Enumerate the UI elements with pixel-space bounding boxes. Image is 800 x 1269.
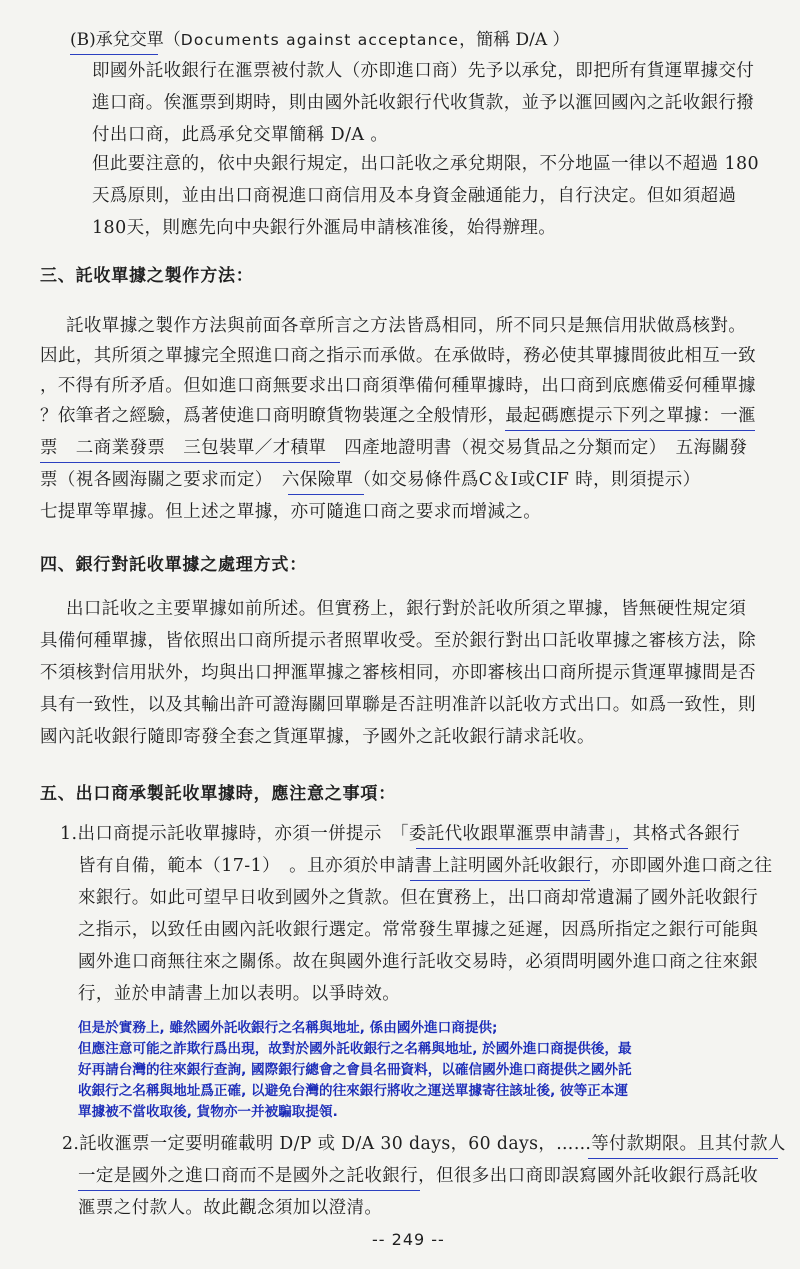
section-5-item-1-line: 之指示，以致任由國內託收銀行選定。常常發生單據之延遲，因爲所指定之銀行可能與 <box>78 920 759 940</box>
fraud-warning-note-line: 好再請台灣的往來銀行查詢, 國際銀行總會之會員名冊資料，以確信國外進口商提供之國外託 <box>78 1062 632 1078</box>
section-5-item-1-line: 皆有自備，範本（17-1） 。且亦須於申請書上註明國外託收銀行，亦即國外進口商之往 <box>78 856 773 876</box>
section-5-item-2-line: 一定是國外之進口商而不是國外之託收銀行，但很多出口商即誤寫國外託收銀行爲託收 <box>78 1166 759 1186</box>
section-3-line: 託收單據之製作方法與前面各章所言之方法皆爲相同，所不同只是無信用狀做爲核對。 <box>66 316 747 336</box>
fraud-warning-note-line: 收銀行之名稱與地址爲正確, 以避免台灣的往來銀行將收之運送單據寄往該址後, 彼等正本運 <box>78 1083 628 1099</box>
section-4-heading: 四、銀行對託收單據之處理方式： <box>40 555 307 575</box>
section-b-line: 天爲原則，並由出口商視進口商信用及本身資金融通能力，自行決定。但如須超過 <box>92 186 737 206</box>
section-b-line: 180天，則應先向中央銀行外滙局申請核准後，始得辦理。 <box>92 218 557 238</box>
section-4-line: 具有一致性，以及其輸出許可證海關回單聯是否註明准許以託收方式出口。如爲一致性，則 <box>40 695 756 715</box>
documents-list-underline-1 <box>505 430 755 431</box>
section-3-line: 因此，其所須之單據完全照進口商之指示而承做。在承做時，務必使其單據間彼此相互一致 <box>40 346 756 366</box>
section-5-item-1-line: 來銀行。如此可望早日收到國外之貨款。但在實務上，出口商却常遺漏了國外託收銀行 <box>78 888 759 908</box>
section-4-line: 不須核對信用狀外，均與出口押滙單據之審核相同，亦即審核出口商所提示貨運單據間是否 <box>40 663 756 683</box>
insurance-underline <box>288 494 364 495</box>
section-4-line: 國內託收銀行隨即寄發全套之貨運單據，予國外之託收銀行請求託收。 <box>40 727 595 747</box>
section-3-line: 票 二商業發票 三包裝單／才積單 四產地證明書（視交易貨品之分類而定） 五海關發 <box>40 438 748 458</box>
collecting-bank-underline <box>410 880 590 881</box>
section-b-heading-underline <box>70 54 158 55</box>
section-3-line: ？依筆者之經驗，爲著使進口商明瞭貨物裝運之全般情形，最起碼應提示下列之單據：一滙 <box>40 406 756 426</box>
section-5-item-1-line: 國外進口商無往來之關係。故在與國外進行託收交易時，必須問明國外進口商之往來銀 <box>78 952 759 972</box>
section-b-heading-suffix: ，簡稱 D/A ） <box>459 30 570 50</box>
section-b-line: 進口商。俟滙票到期時，則由國外託收銀行代收貨款，並予以滙回國內之託收銀行撥 <box>92 93 755 113</box>
fraud-warning-note-line: 單據被不當收取後, 貨物亦一并被騙取提領. <box>78 1104 338 1120</box>
section-3-line: 票（視各國海關之要求而定） 六保險單（如交易條件爲C＆I或CIF 時，則須提示） <box>40 470 701 490</box>
drawee-underline <box>78 1190 420 1191</box>
section-b-line: 付出口商，此爲承兌交單簡稱 D/A 。 <box>92 125 389 145</box>
section-b-line: 即國外託收銀行在滙票被付款人（亦即進口商）先予以承兌，即把所有貨運單據交付 <box>92 61 755 81</box>
section-b-heading-prefix: (B)承兌交單（ <box>70 30 181 50</box>
section-b-line: 但此要注意的，依中央銀行規定，出口託收之承兌期限，不分地區一律以不超過 180 <box>92 154 760 174</box>
documents-list-underline-2 <box>40 462 340 463</box>
fraud-warning-note-line: 但應注意可能之詐欺行爲出現，故對於國外託收銀行之名稱與地址, 於國外進口商提供後，最 <box>78 1041 632 1057</box>
section-5-heading: 五、出口商承製託收單據時，應注意之事項： <box>40 784 396 804</box>
payment-term-underline <box>588 1158 778 1159</box>
section-5-item-1-line: 行，並於申請書上加以表明。以爭時效。 <box>78 984 401 1004</box>
application-form-underline <box>416 848 628 849</box>
section-4-line: 具備何種單據，皆依照出口商所提示者照單收受。至於銀行對出口託收單據之審核方法，除 <box>40 631 756 651</box>
page-number: -- 249 -- <box>372 1230 445 1249</box>
section-5-item-2-line: 2.託收滙票一定要明確載明 D/P 或 D/A 30 days，60 days，……等付款期限。且其付款人 <box>62 1134 786 1154</box>
section-4-line: 出口託收之主要單據如前所述。但實務上，銀行對於託收所須之單據，皆無硬性規定須 <box>66 599 747 619</box>
section-b-heading <box>70 32 570 49</box>
section-3-line: 七提單等單據。但上述之單據，亦可隨進口商之要求而增減之。 <box>40 502 542 522</box>
section-5-item-2-line: 滙票之付款人。故此觀念須加以澄清。 <box>78 1198 383 1218</box>
section-3-line: ，不得有所矛盾。但如進口商無要求出口商須準備何種單據時，出口商到底應備妥何種單據 <box>40 376 756 396</box>
section-5-item-1-line: 1.出口商提示託收單據時，亦須一併提示 「委託代收跟單滙票申請書」，其格式各銀行 <box>60 824 741 844</box>
fraud-warning-note-line: 但是於實務上, 雖然國外託收銀行之名稱與地址, 係由國外進口商提供; <box>78 1020 498 1036</box>
section-3-heading: 三、託收單據之製作方法： <box>40 266 254 286</box>
section-b-heading-english: Documents against acceptance <box>180 31 460 49</box>
